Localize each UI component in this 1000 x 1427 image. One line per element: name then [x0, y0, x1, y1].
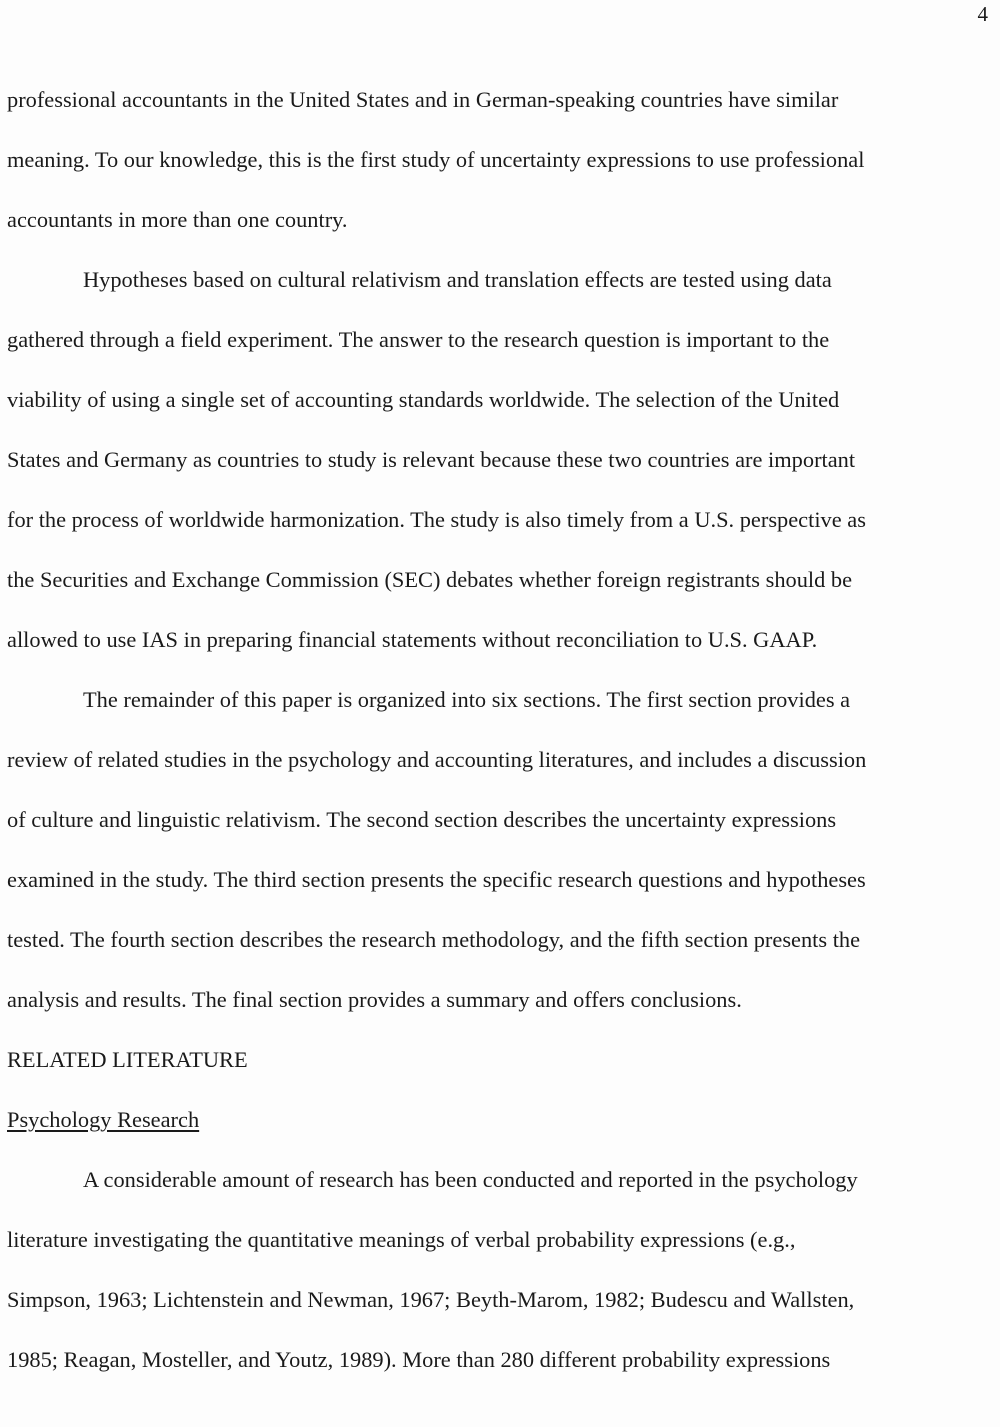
text-line: the Securities and Exchange Commission (SEC) debates whether foreign registrants should be — [7, 567, 853, 592]
text-line: examined in the study. The third section presents the specific research questions and hypotheses — [7, 867, 866, 892]
paragraph-4 — [7, 1150, 992, 1390]
paragraph-3 — [7, 670, 992, 1030]
paragraph-1 — [7, 70, 992, 250]
subsection-heading — [7, 1090, 992, 1150]
text-line: of culture and linguistic relativism. The second section describes the uncertainty expressions — [7, 807, 837, 832]
text-line: meaning. To our knowledge, this is the first study of uncertainty expressions to use professional — [7, 147, 865, 172]
text-line: States and Germany as countries to study is relevant because these two countries are important — [7, 447, 856, 472]
text-line: viability of using a single set of accounting standards worldwide. The selection of the United — [7, 387, 840, 412]
text-line: review of related studies in the psychology and accounting literatures, and includes a discussion — [7, 747, 867, 772]
text-line: Hypotheses based on cultural relativism and translation effects are tested using data — [83, 267, 832, 292]
text-line: tested. The fourth section describes the research methodology, and the fifth section presents the — [7, 927, 861, 952]
text-line: analysis and results. The final section provides a summary and offers conclusions. — [7, 987, 742, 1012]
subsection-heading-text: Psychology Research — [7, 1107, 200, 1132]
text-line: Simpson, 1963; Lichtenstein and Newman, 1967; Beyth-Marom, 1982; Budescu and Wallsten, — [7, 1287, 855, 1312]
text-line: professional accountants in the United States and in German-speaking countries have similar — [7, 87, 839, 112]
text-line: 1985; Reagan, Mosteller, and Youtz, 1989). More than 280 different probability expressions — [7, 1347, 831, 1372]
text-line: gathered through a field experiment. The answer to the research question is important to the — [7, 327, 830, 352]
text-line: literature investigating the quantitative meanings of verbal probability expressions (e.g., — [7, 1227, 796, 1252]
paragraph-2 — [7, 250, 992, 670]
section-heading: RELATED LITERATURE — [7, 1047, 248, 1072]
body-text — [7, 70, 992, 1390]
text-line: accountants in more than one country. — [7, 207, 348, 232]
page-number: 4 — [977, 2, 988, 26]
text-line: The remainder of this paper is organized into six sections. The first section provides a — [83, 687, 851, 712]
text-line: allowed to use IAS in preparing financial statements without reconciliation to U.S. GAAP. — [7, 627, 818, 652]
text-line: A considerable amount of research has been conducted and reported in the psychology — [83, 1167, 858, 1192]
text-line: for the process of worldwide harmonization. The study is also timely from a U.S. perspective as — [7, 507, 866, 532]
